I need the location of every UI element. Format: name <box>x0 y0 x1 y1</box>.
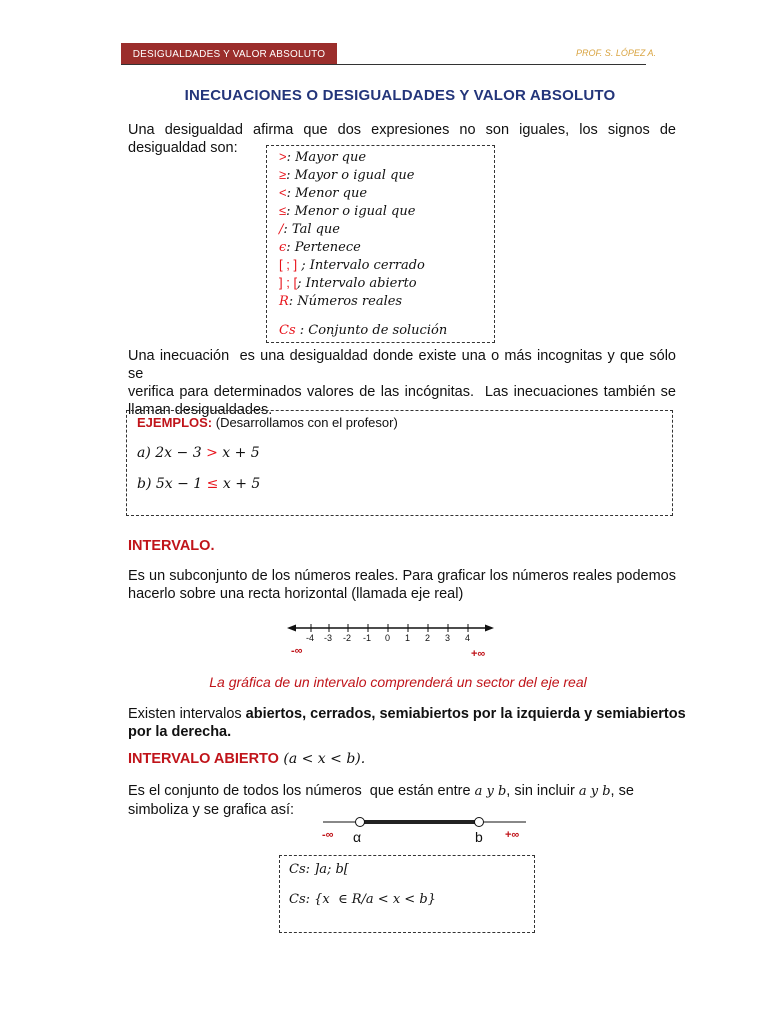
interval-types-paragraph <box>128 705 686 741</box>
intervalo-line-2: hacerlo sobre una recta horizontal (llamada eje real) <box>128 586 464 602</box>
inecuacion-paragraph <box>128 347 681 419</box>
such-that-symbol: / <box>279 222 284 237</box>
symbol-row <box>279 293 402 309</box>
header-rule <box>121 64 646 65</box>
greater-than-symbol: > <box>279 149 287 164</box>
open-interval-var: a y b <box>578 784 611 799</box>
less-than-symbol: < <box>279 185 287 200</box>
tick-label: -1 <box>363 633 372 643</box>
open-interval-axis <box>318 815 533 851</box>
symbol-desc: : Conjunto de solución <box>295 323 448 338</box>
example-a-operator: > <box>206 445 218 461</box>
open-interval-heading: INTERVALO ABIERTO <box>128 751 279 767</box>
open-interval-line-1 <box>128 782 676 801</box>
tick-label: 0 <box>385 633 391 643</box>
symbol-desc: : Menor o igual que <box>286 204 416 219</box>
examples-note: (Desarrollamos con el profesor) <box>212 415 398 430</box>
solution-set-box <box>279 855 535 933</box>
tick-label: 3 <box>445 633 451 643</box>
pos-infinity-label: +∞ <box>505 829 520 841</box>
solution-set-line-1: Cs: ]a; b[ <box>289 862 349 877</box>
symbol-desc: : Mayor que <box>286 150 367 165</box>
interval-types-bold-2: por la derecha. <box>128 724 232 740</box>
open-interval-paragraph <box>128 782 676 819</box>
example-b-lhs: b) 5x − 1 <box>137 476 207 492</box>
tick-label: -3 <box>324 633 333 643</box>
symbol-row <box>279 275 417 291</box>
inecuacion-line-2: verifica para determinados valores de las incógnitas. Las inecuaciones también se <box>128 384 676 400</box>
symbol-row <box>279 221 340 237</box>
header-author: PROF. S. LÓPEZ A. <box>575 48 656 58</box>
open-interval-line-2: simboliza y se grafica así: <box>128 802 295 818</box>
number-line <box>285 618 500 664</box>
belongs-symbol: ϵ <box>279 240 287 255</box>
symbol-desc: : Pertenece <box>286 240 361 255</box>
greater-equal-symbol: ≥ <box>279 167 287 182</box>
examples-label: EJEMPLOS: <box>137 415 213 430</box>
solution-set-line-2: Cs: {x ∈ R/a < x < b} <box>289 892 436 907</box>
symbol-desc: ; Intervalo cerrado <box>297 258 425 273</box>
number-line-caption: La gráfica de un intervalo comprenderá un sector del eje real <box>209 674 587 690</box>
open-interval-math: (a < x < b). <box>278 751 366 767</box>
header-tab: DESIGUALDADES Y VALOR ABSOLUTO <box>121 43 337 65</box>
inecuacion-line-3: llaman desigualdades. <box>128 402 273 418</box>
open-interval-graph <box>318 815 533 851</box>
symbol-desc: : Mayor o igual que <box>286 168 415 183</box>
less-equal-symbol: ≤ <box>279 203 287 218</box>
symbol-row <box>279 322 447 338</box>
symbol-desc: : Menor que <box>286 186 368 201</box>
intervalo-heading: INTERVALO. <box>128 538 215 554</box>
reals-symbol: R <box>279 294 289 309</box>
tick-label: 1 <box>405 633 411 643</box>
neg-infinity-label: -∞ <box>291 645 303 657</box>
example-b <box>137 476 260 492</box>
neg-infinity-label: -∞ <box>322 829 334 841</box>
tick-label: 4 <box>465 633 471 643</box>
inecuacion-line-1: Una inecuación es una desigualdad donde existe una o más incognitas y que sólo se <box>128 348 681 382</box>
symbol-row <box>279 185 367 201</box>
symbol-desc: : Tal que <box>283 222 340 237</box>
page-title: INECUACIONES O DESIGUALDADES Y VALOR ABSOLUTO <box>184 87 616 104</box>
tick-label: -4 <box>306 633 315 643</box>
symbol-row <box>279 167 414 183</box>
symbol-desc: : Números reales <box>288 294 403 309</box>
symbol-row <box>279 257 425 273</box>
example-b-operator: ≤ <box>206 476 219 492</box>
open-interval-text: , sin incluir <box>506 783 579 799</box>
intervalo-paragraph <box>128 567 676 603</box>
symbol-row <box>279 239 361 255</box>
tick-label: -2 <box>343 633 352 643</box>
symbols-box <box>266 145 495 343</box>
closed-interval-symbol: [ ; ] <box>279 257 298 272</box>
open-interval-var: a y b <box>474 784 507 799</box>
example-a <box>137 445 260 461</box>
examples-heading <box>137 415 398 430</box>
intro-line-2: desigualdad son: <box>128 140 238 156</box>
interval-types-bold-1: abiertos, cerrados, semiabiertos por la izquierda y semiabiertos <box>245 706 686 722</box>
open-interval-text: Es el conjunto de todos los números que están entre <box>128 783 475 799</box>
open-interval-text: , se <box>610 783 634 799</box>
b-point-label: b <box>475 829 483 845</box>
interval-types-prefix: Existen intervalos <box>128 706 246 722</box>
interval-types-line-1 <box>128 705 686 723</box>
intervalo-line-1: Es un subconjunto de los números reales. Para graficar los números reales podemos <box>128 568 676 584</box>
examples-box <box>126 410 673 516</box>
a-point-label: α <box>353 829 362 845</box>
tick-label: 2 <box>425 633 431 643</box>
open-interval-symbol: ] ; [ <box>279 275 298 290</box>
example-a-rhs: x + 5 <box>217 445 260 461</box>
pos-infinity-label: +∞ <box>471 648 486 660</box>
open-interval-heading-row <box>128 751 365 767</box>
symbol-row <box>279 203 415 219</box>
symbol-row <box>279 149 366 165</box>
symbol-desc: ; Intervalo abierto <box>297 276 417 291</box>
intro-line-1: Una desigualdad afirma que dos expresiones no son iguales, los signos de <box>128 122 676 138</box>
example-a-lhs: a) 2x − 3 <box>137 445 207 461</box>
example-b-rhs: x + 5 <box>218 476 261 492</box>
solution-set-symbol: Cs <box>279 323 296 338</box>
